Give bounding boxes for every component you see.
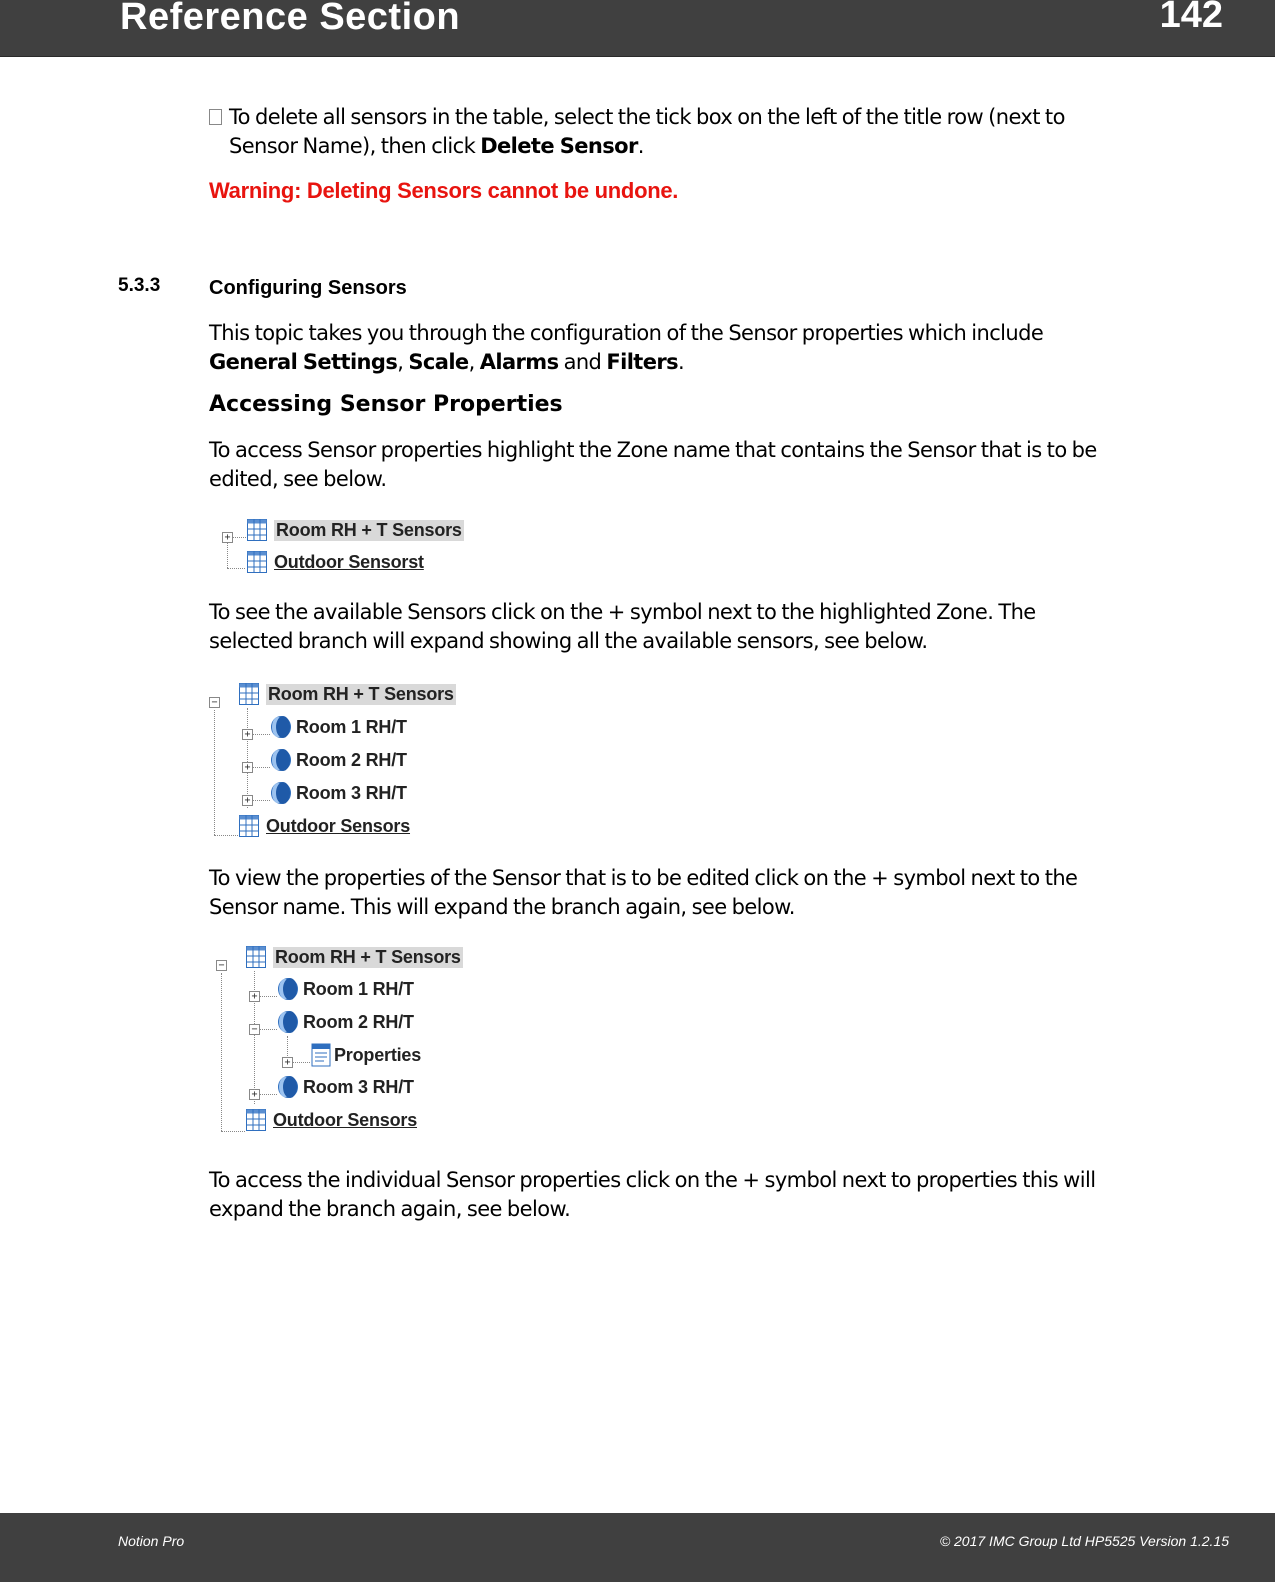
- section-title: Configuring Sensors: [209, 277, 407, 299]
- bullet-line-1: To delete all sensors in the table, select the tick box on the left of the title row (next to: [209, 103, 1149, 132]
- sensor-label: Room 1 RH/T: [303, 978, 414, 999]
- outdoor-label: Outdoor Sensors: [273, 1109, 418, 1130]
- warning-text: Warning: Deleting Sensors cannot be undone.: [209, 178, 679, 203]
- subheading: Accessing Sensor Properties: [209, 392, 563, 417]
- tree-zone-row[interactable]: [246, 944, 463, 970]
- sensor-label: Room 3 RH/T: [303, 1076, 414, 1097]
- delete-all-bullet: [209, 103, 1149, 161]
- expand-icon[interactable]: +: [242, 762, 253, 773]
- paragraph-3: To view the properties of the Sensor that is to be edited click on the + symbol next to the Sensor name. This will expand the branch again, see below.: [209, 866, 1078, 919]
- section-number: 5.3.3: [118, 275, 161, 296]
- tree-outdoor-row[interactable]: [239, 813, 410, 839]
- outdoor-label: Outdoor Sensors: [266, 815, 411, 836]
- grid-icon: [247, 551, 267, 573]
- sensor-icon: [277, 977, 299, 1001]
- sensor-label: Room 3 RH/T: [296, 782, 407, 803]
- tree-sensor-row[interactable]: [270, 714, 407, 740]
- tree-collapsed: [215, 514, 475, 580]
- tree-properties-row[interactable]: [310, 1042, 421, 1068]
- grid-icon: [239, 683, 259, 705]
- page-footer: [0, 1513, 1275, 1582]
- tree-sensor-row[interactable]: [270, 780, 407, 806]
- collapse-icon[interactable]: −: [216, 960, 227, 971]
- sensor-icon: [277, 1075, 299, 1099]
- tree-sensor-row[interactable]: [277, 1074, 414, 1100]
- zone-label: Room RH + T Sensors: [276, 519, 462, 540]
- grid-icon: [246, 1109, 266, 1131]
- grid-icon: [247, 519, 267, 541]
- collapse-icon[interactable]: −: [249, 1024, 260, 1035]
- grid-icon: [239, 815, 259, 837]
- collapse-icon[interactable]: −: [209, 697, 220, 708]
- sensor-icon: [277, 1010, 299, 1034]
- page-header: [0, 0, 1275, 57]
- grid-icon: [246, 946, 266, 968]
- sensor-icon: [270, 781, 292, 805]
- sensor-label: Room 2 RH/T: [303, 1011, 414, 1032]
- expand-icon[interactable]: +: [222, 532, 233, 543]
- footer-copyright: © 2017 IMC Group Ltd HP5525 Version 1.2.15: [939, 1533, 1229, 1549]
- footer-product: Notion Pro: [118, 1533, 185, 1549]
- paragraph-4: To access the individual Sensor properties click on the + symbol next to properties this will expand the branch again, see below.: [209, 1168, 1096, 1221]
- sensor-icon: [270, 748, 292, 772]
- header-title: Reference Section: [120, 0, 461, 38]
- tree-outdoor-row[interactable]: [246, 1107, 417, 1133]
- tree-sensor-row[interactable]: [277, 976, 414, 1002]
- expand-icon[interactable]: +: [249, 991, 260, 1002]
- tree-zone-row[interactable]: [247, 517, 464, 543]
- properties-icon: [310, 1043, 332, 1067]
- tree-outdoor-row[interactable]: [247, 549, 424, 575]
- expand-icon[interactable]: +: [282, 1057, 293, 1068]
- intro-paragraph: This topic takes you through the configuration of the Sensor properties which include General Settings, Scale, Alarms and Filters.: [209, 321, 1044, 374]
- tree-expanded-sensor: [214, 943, 484, 1139]
- expand-icon[interactable]: +: [249, 1089, 260, 1100]
- zone-label: Room RH + T Sensors: [275, 946, 461, 967]
- outdoor-label: Outdoor Sensorst: [274, 551, 424, 572]
- paragraph-2: To see the available Sensors click on the + symbol next to the highlighted Zone. The selected branch will expand showing all the available sensors, see below.: [209, 600, 1036, 653]
- sensor-label: Room 1 RH/T: [296, 716, 407, 737]
- page-number: 142: [1159, 0, 1223, 36]
- sensor-label: Room 2 RH/T: [296, 749, 407, 770]
- expand-icon[interactable]: +: [242, 795, 253, 806]
- zone-label: Room RH + T Sensors: [268, 683, 454, 704]
- bullet-line-2: Sensor Name), then click Delete Sensor.: [229, 134, 644, 158]
- sensor-icon: [270, 715, 292, 739]
- bullet-box-icon: [209, 109, 222, 125]
- tree-sensor-row[interactable]: [277, 1009, 414, 1035]
- tree-sensor-row[interactable]: [270, 747, 407, 773]
- expand-icon[interactable]: +: [242, 729, 253, 740]
- tree-zone-row[interactable]: [239, 681, 456, 707]
- paragraph-1: To access Sensor properties highlight the Zone name that contains the Sensor that is to be edited, see below.: [209, 438, 1097, 491]
- properties-label: Properties: [334, 1044, 422, 1065]
- tree-expanded-zone: [207, 680, 477, 844]
